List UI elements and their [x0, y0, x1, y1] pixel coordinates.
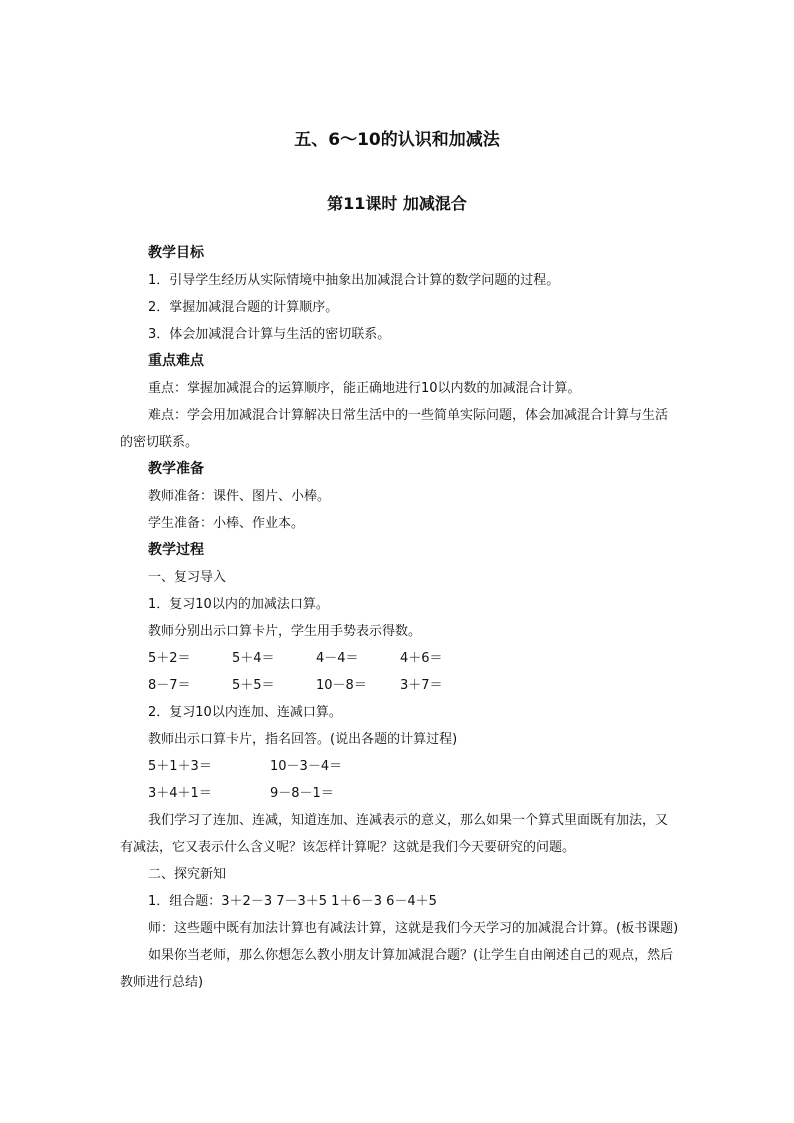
drill-expression: 4＋6＝ [400, 651, 443, 666]
drill-row [120, 780, 680, 807]
section-heading-goals: 教学目标 [148, 245, 204, 261]
section-heading-process: 教学过程 [148, 542, 204, 558]
prep-teacher: 教师准备：课件、图片、小棒。 [148, 489, 331, 504]
drill-expression: 5＋4＝ [232, 651, 275, 666]
lesson-title: 第11课时 加减混合 [327, 194, 467, 213]
goal-item: 2．掌握加减混合题的计算顺序。 [148, 300, 339, 315]
intro-paragraph: 我们学习了连加、连减，知道连加、连减表示的意义，那么如果一个算式里面既有加法，又有减法，它又表示什么含义呢？该怎样计算呢？这就是我们今天要研究的问题。 [120, 813, 669, 855]
drill-expression: 10－3－4＝ [270, 759, 343, 774]
drill-expression: 3＋7＝ [400, 678, 443, 693]
drill-expression: 5＋2＝ [148, 651, 191, 666]
section-heading-prep: 教学准备 [148, 461, 204, 477]
goal-item: 3．体会加减混合计算与生活的密切联系。 [148, 327, 391, 342]
drill-expression: 8－7＝ [148, 678, 191, 693]
process-step-2: 2．复习10以内连加、连减口算。 [148, 705, 342, 720]
key-point-difficulty: 难点：学会用加减混合计算解决日常生活中的一些简单实际问题，体会加减混合计算与生活的密切联系。 [120, 408, 669, 450]
drill-row [120, 645, 680, 672]
process-step-1: 1．复习10以内的加减法口算。 [148, 597, 329, 612]
drill-expression: 4－4＝ [316, 651, 359, 666]
prep-student: 学生准备：小棒、作业本。 [148, 516, 305, 531]
process-step-2-desc: 教师出示口算卡片，指名回答。(说出各题的计算过程) [148, 732, 458, 747]
drill-expression: 5＋1＋3＝ [148, 759, 212, 774]
goal-item: 1．引导学生经历从实际情境中抽象出加减混合计算的数学问题的过程。 [148, 273, 560, 288]
drill-expression: 10－8＝ [316, 678, 367, 693]
combo-problems: 1．组合题：3＋2－3 7－3＋5 1＋6－3 6－4＋5 [148, 894, 437, 909]
key-point-focus: 重点：掌握加减混合的运算顺序，能正确地进行10以内数的加减混合计算。 [148, 381, 581, 396]
drill-expression: 9－8－1＝ [270, 786, 334, 801]
process-part-1: 一、复习导入 [148, 570, 227, 585]
drill-row [120, 672, 680, 699]
unit-title: 五、6～10的认识和加减法 [294, 130, 500, 150]
drill-row [120, 753, 680, 780]
lesson-body [120, 240, 680, 996]
process-step-1-desc: 教师分别出示口算卡片，学生用手势表示得数。 [148, 624, 422, 639]
section-heading-key-points: 重点难点 [148, 353, 204, 369]
drill-expression: 3＋4＋1＝ [148, 786, 212, 801]
teacher-talk: 师：这些题中既有加法计算也有减法计算，这就是我们今天学习的加减混合计算。(板书课题) [148, 921, 679, 936]
process-part-2: 二、探究新知 [148, 867, 227, 882]
drill-expression: 5＋5＝ [232, 678, 275, 693]
teaching-question: 如果你当老师，那么你想怎么教小朋友计算加减混合题？(让学生自由阐述自己的观点，然后教师进行总结) [120, 948, 674, 990]
